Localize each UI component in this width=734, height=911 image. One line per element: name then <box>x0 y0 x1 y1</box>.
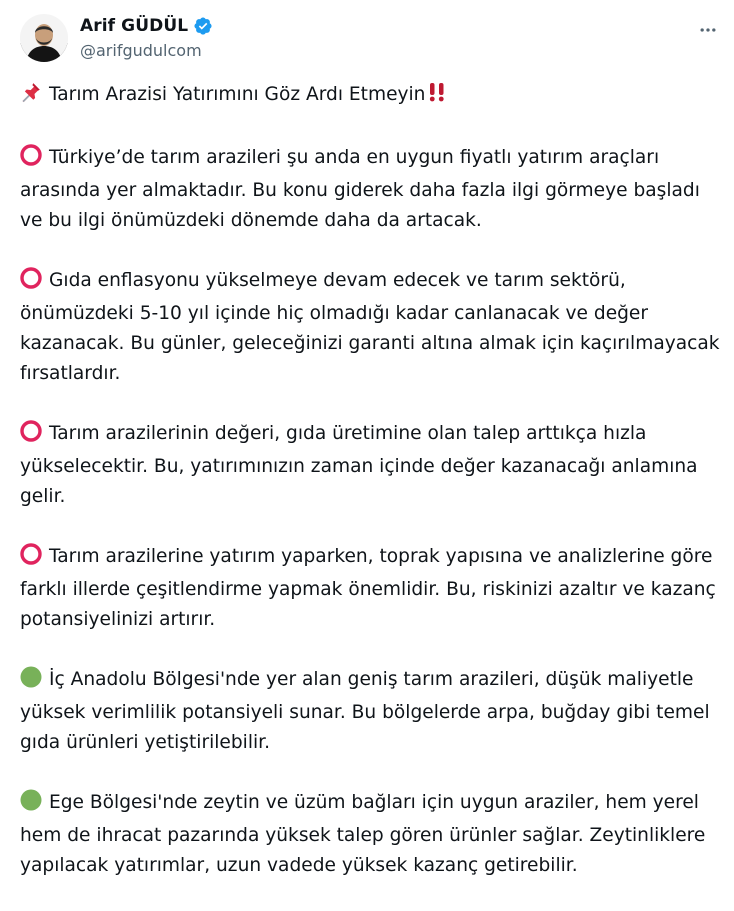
red-circle-icon <box>20 267 42 299</box>
tweet-title: Tarım Arazisi Yatırımını Göz Ardı Etmeyin <box>49 84 426 105</box>
tweet-paragraph-4 <box>20 542 720 635</box>
red-circle-icon <box>20 144 42 176</box>
tweet-paragraph-5 <box>20 665 720 758</box>
pushpin-icon <box>20 81 42 113</box>
tweet-paragraph-1 <box>20 143 720 236</box>
author-handle[interactable]: @arifgudulcom <box>80 41 202 60</box>
avatar-portrait-icon <box>20 14 68 62</box>
paragraph-text: Ege Bölgesi'nde zeytin ve üzüm bağları için uygun araziler, hem yerel hem de ihracat pazarında yüksek talep gören ürünler sağlar. Zeytinliklere yapılacak yatırımlar, uzun vadede yüksek kazanç getirebilir. <box>20 792 706 876</box>
tweet-paragraph-2 <box>20 266 720 389</box>
more-options-icon[interactable] <box>696 18 720 42</box>
tweet-text <box>20 80 720 911</box>
red-circle-icon <box>20 420 42 452</box>
green-circle-icon <box>20 666 42 698</box>
red-circle-icon <box>20 543 42 575</box>
paragraph-text: Tarım arazilerine yatırım yaparken, toprak yapısına ve analizlerine göre farklı illerde çeşitlendirme yapmak önemlidir. Bu, riskinizi azaltır ve kazanç potansiyelinizi artırır. <box>20 546 716 630</box>
verified-badge-icon[interactable] <box>193 16 213 36</box>
paragraph-text: Türkiye’de tarım arazileri şu anda en uygun fiyatlı yatırım araçları arasında yer almaktadır. Bu konu giderek daha fazla ilgi görmeye başladı ve bu ilgi önümüzdeki dönemde daha da artacak. <box>20 147 700 231</box>
tweet-paragraph-6 <box>20 788 720 881</box>
paragraph-text: Tarım arazilerinin değeri, gıda üretimine olan talep arttıkça hızla yükselecektir. Bu, yatırımınızın zaman içinde değer kazanacağı anlamına gelir. <box>20 423 698 507</box>
double-exclamation-icon <box>427 81 447 113</box>
author-name-line <box>80 16 213 36</box>
tweet-paragraph-3 <box>20 419 720 512</box>
tweet-header <box>20 14 720 70</box>
green-circle-icon <box>20 789 42 821</box>
paragraph-text: Gıda enflasyonu yükselmeye devam edecek ve tarım sektörü, önümüzdeki 5-10 yıl içinde hiç olmadığı kadar canlanacak ve değer kazanacak. Bu günler, geleceğinizi garanti altına almak için kaçırılmayacak fırsatlardır. <box>20 270 720 384</box>
tweet-title-line <box>20 80 720 113</box>
avatar[interactable] <box>20 14 68 62</box>
paragraph-text: İç Anadolu Bölgesi'nde yer alan geniş tarım arazileri, düşük maliyetle yüksek verimlilik potansiyeli sunar. Bu bölgelerde arpa, buğday gibi temel gıda ürünleri yetiştirilebilir. <box>20 669 710 753</box>
author-display-name[interactable]: Arif GÜDÜL <box>80 16 189 36</box>
